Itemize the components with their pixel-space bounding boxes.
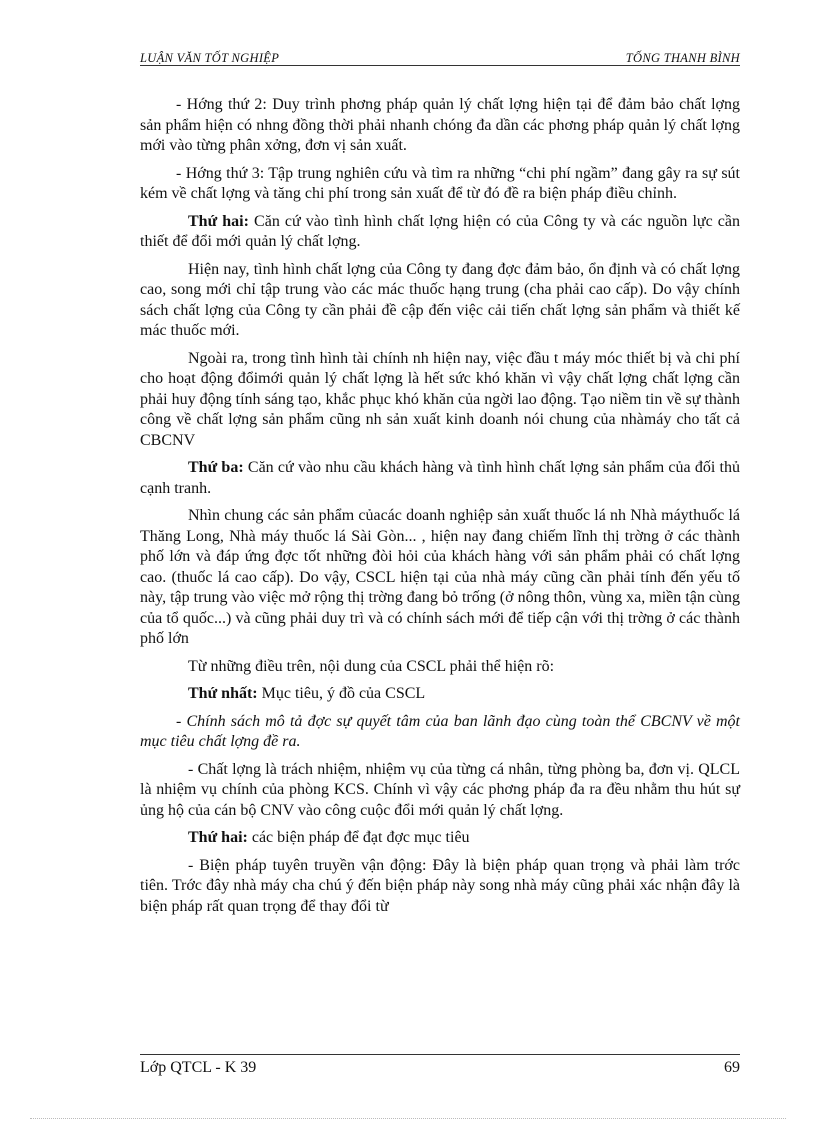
paragraph-nhin-chung: Nhìn chung các sản phẩm củacác doanh nghiệp sản xuất thuốc lá nh Nhà máythuốc lá Thăng Long, Nhà máy thuốc lá Sài Gòn... , hiện nay đang chiếm lĩnh thị trờng ở các thành phố lớn và đáp ứng đợc tốt những đòi hỏi của khách hàng với sản phẩm phải có chất lợng cao. (thuốc lá cao cấp). Do vậy, CSCL hiện tại của nhà máy cũng cần phải tính đến yếu tố này, tập trung vào việc mở rộng thị trờng đang bỏ trống (ở nông thôn, vùng xa, miền tận cùng của tổ quốc...) và cũng phải duy trì và có chính sách mới để tiếp cận với thị trờng ở các thành phố lớn (140, 507, 740, 647)
paragraph-thu-nhat: Thứ nhất: Mục tiêu, ý đồ của CSCL (188, 685, 426, 702)
paragraph-thu-ba: Thứ ba: Căn cứ vào nhu cầu khách hàng và tình hình chất lợng sản phẩm của đối thủ cạnh tranh. (140, 459, 740, 497)
header-thesis-label: LUẬN VĂN TỐT NGHIỆP (140, 51, 280, 65)
paragraph-heading: Thứ ba: (188, 459, 244, 476)
header-author-name: TỐNG THANH BÌNH (625, 51, 740, 65)
paragraph-heading: Thứ hai: (188, 829, 248, 846)
paragraph-huong-3: - Hớng thứ 2: Duy trình phơng pháp quản lý chất lợng hiện tại để đảm bảo chất lợng sản phẩm hiện có nhng đồng thời phải nhanh chóng đa dần các phơng pháp quản lý chất lợng mới vào từng phân xởng, đơn vị sản xuất. (140, 96, 740, 154)
document-body (140, 95, 740, 924)
page-header (140, 47, 740, 67)
paragraph-heading: Thứ hai: (188, 212, 249, 230)
footer-divider (140, 1054, 740, 1055)
header-divider (140, 65, 740, 66)
paragraph-chat-luong: - Chất lợng là trách nhiệm, nhiệm vụ của từng cá nhân, từng phòng ba, đơn vị. QLCL là nhiệm vụ chính của phòng KCS. Chính vì vậy các phơng pháp đa ra đều nhằm thu hút sự ủng hộ của cán bộ CNV vào công cuộc đổi mới quản lý chất lợng. (140, 760, 740, 819)
page-footer (140, 1059, 740, 1081)
paragraph-tu-nhung: Từ những điều trên, nội dung của CSCL phải thể hiện rõ: (188, 657, 555, 675)
paragraph-huong-3b: - Hớng thứ 3: Tập trung nghiên cứu và tìm ra những “chi phí ngầm” đang gây ra sự sút kém về chất lợng và tăng chi phí trong sản xuất để từ đó đề ra biện pháp điều chỉnh. (140, 164, 740, 202)
page-number: 69 (724, 1059, 740, 1076)
paragraph-chinh-sach: - Chính sách mô tả đợc sự quyết tâm của ban lãnh đạo cùng toàn thể CBCNV về một mục tiêu chất lợng đề ra. (140, 712, 740, 750)
footer-class-label: Lớp QTCL - K 39 (140, 1059, 257, 1076)
page-bottom-dotted-line (30, 1118, 786, 1119)
paragraph-thu-hai-bien-phap: Thứ hai: các biện pháp để đạt đợc mục tiêu (188, 829, 470, 846)
paragraph-ngoai-ra: Ngoài ra, trong tình hình tài chính nh hiện nay, việc đầu t máy móc thiết bị và chi phí cho hoạt động đổimới quản lý chất lợng là hết sức khó khăn vì vậy chất lợng chất lợng cần phải huy động tính sáng tạo, khắc phục khó khăn của ngời lao động. Tạo niềm tin về sự thành công về chất lợng sản phẩm cũng nh sản xuất kinh doanh nói chung của nhàmáy cho tất cả CBCNV (140, 349, 740, 449)
paragraph-heading: Thứ nhất: (188, 685, 258, 702)
paragraph-tuyen-truyen: - Biện pháp tuyên truyền vận động: Đây là biện pháp quan trọng và phải làm trớc tiên. Trớc đây nhà máy cha chú ý đến biện pháp này song nhà máy cũng phải xác nhận đây là biện pháp rất quan trọng để thay đổi từ (140, 856, 740, 915)
paragraph-hien-nay: Hiện nay, tình hình chất lợng của Công ty đang đợc đảm bảo, ổn định và có chất lợng cao, song mới chỉ tập trung vào các mác thuốc hạng trung (cha phải cao cấp). Do vậy chính sách chất lợng của Công ty cần phải đề cập đến việc cải tiến chất lợng sản phẩm và thiết kế mác thuốc mới. (140, 260, 740, 339)
paragraph-thu-hai: Thứ hai: Căn cứ vào tình hình chất lợng hiện có của Công ty và các nguồn lực cần thiết để đổi mới quản lý chất lợng. (140, 212, 741, 250)
